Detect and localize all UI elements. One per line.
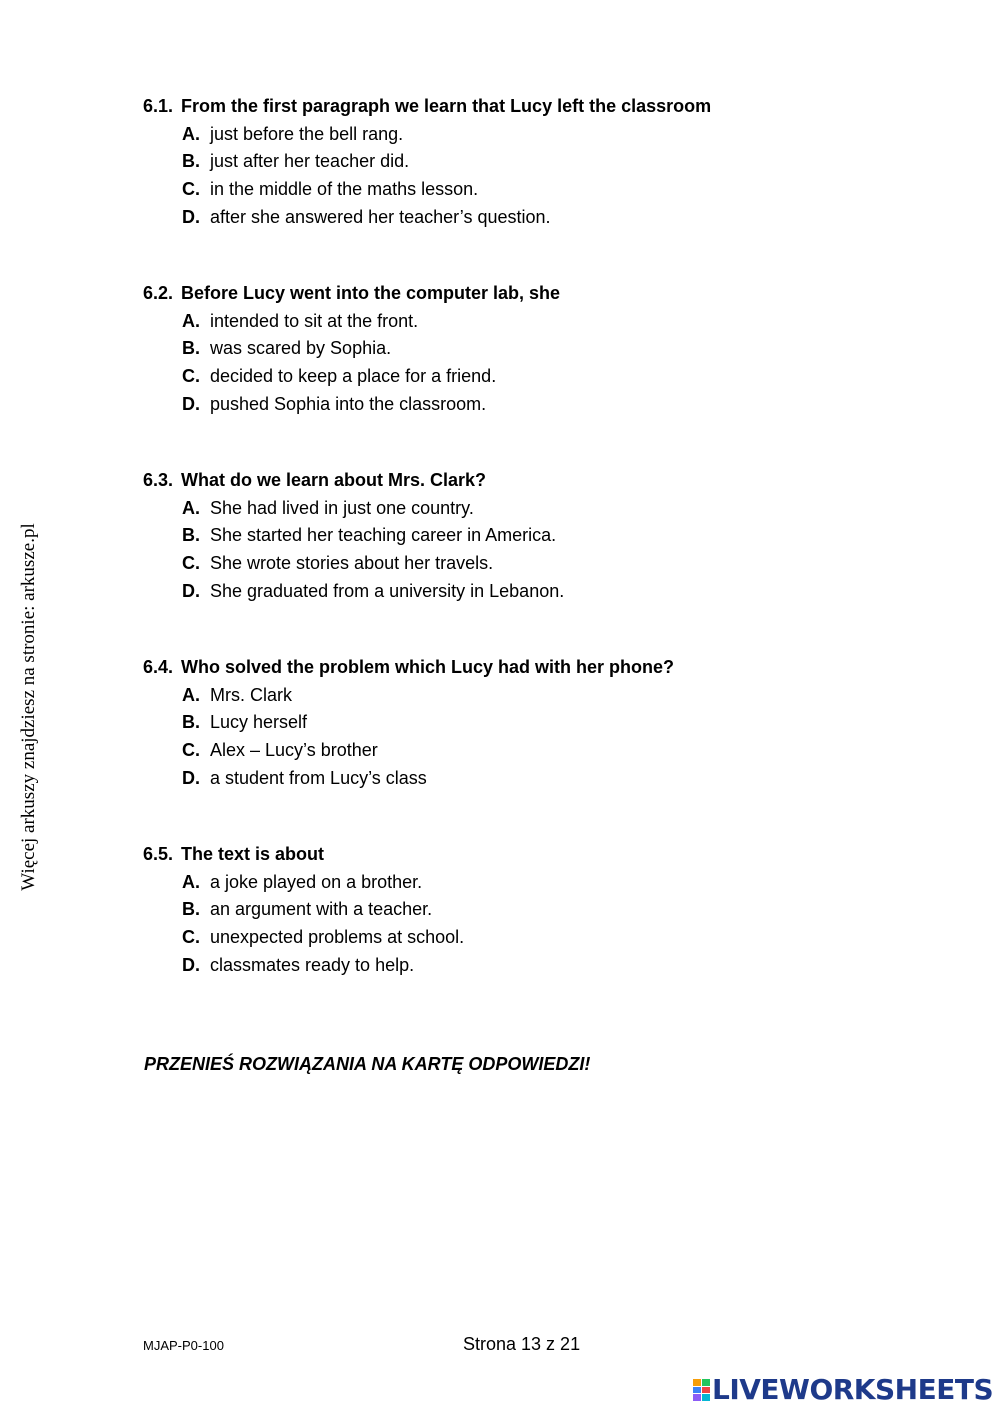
option-text: decided to keep a place for a friend. <box>210 365 497 386</box>
question-6-1 <box>143 96 711 234</box>
logo-block <box>702 1394 710 1401</box>
option-text: after she answered her teacher’s question. <box>210 206 551 227</box>
option-text: a joke played on a brother. <box>210 871 423 892</box>
question-stem <box>143 844 464 864</box>
option-c[interactable] <box>182 553 564 581</box>
option-letter: A. <box>182 871 200 892</box>
option-letter: C. <box>182 365 200 386</box>
page-number: Strona 13 z 21 <box>463 1334 581 1354</box>
option-b[interactable] <box>182 151 711 179</box>
option-letter: D. <box>182 580 200 601</box>
option-text: She graduated from a university in Lebanon. <box>210 580 565 601</box>
option-letter: C. <box>182 739 200 760</box>
question-text: From the first paragraph we learn that Lucy left the classroom <box>181 96 712 116</box>
option-a[interactable] <box>182 685 674 713</box>
logo-block <box>693 1379 701 1386</box>
option-a[interactable] <box>182 124 711 152</box>
question-number: 6.2. <box>143 283 174 303</box>
option-text: a student from Lucy’s class <box>210 767 427 788</box>
question-text: The text is about <box>181 844 325 864</box>
option-text: just before the bell rang. <box>210 123 404 144</box>
transfer-answers-notice: PRZENIEŚ ROZWIĄZANIA NA KARTĘ ODPOWIEDZI! <box>144 1054 591 1074</box>
option-a[interactable] <box>182 311 560 339</box>
option-c[interactable] <box>182 366 560 394</box>
option-d[interactable] <box>182 955 464 983</box>
option-b[interactable] <box>182 899 464 927</box>
option-c[interactable] <box>182 179 711 207</box>
option-c[interactable] <box>182 927 464 955</box>
option-text: pushed Sophia into the classroom. <box>210 393 487 414</box>
option-letter: A. <box>182 123 200 144</box>
option-letter: B. <box>182 712 200 733</box>
question-6-5 <box>143 844 464 982</box>
question-text: Before Lucy went into the computer lab, she <box>181 283 561 303</box>
question-stem <box>143 657 674 677</box>
option-letter: B. <box>182 151 200 172</box>
question-number: 6.1. <box>143 96 174 116</box>
option-b[interactable] <box>182 712 674 740</box>
logo-block <box>702 1387 710 1394</box>
option-text: an argument with a teacher. <box>210 899 433 920</box>
option-d[interactable] <box>182 581 564 609</box>
option-d[interactable] <box>182 394 560 422</box>
side-note: Więcej arkuszy znajdziesz na stronie: arkusze.pl <box>18 523 39 891</box>
question-number: 6.5. <box>143 844 174 864</box>
logo-block <box>693 1394 701 1401</box>
option-a[interactable] <box>182 872 464 900</box>
option-text: unexpected problems at school. <box>210 926 465 947</box>
option-d[interactable] <box>182 768 674 796</box>
option-text: Alex – Lucy’s brother <box>210 739 378 760</box>
question-6-2 <box>143 283 560 421</box>
option-letter: B. <box>182 899 200 920</box>
option-c[interactable] <box>182 740 674 768</box>
option-letter: C. <box>182 178 200 199</box>
option-text: Lucy herself <box>210 712 308 733</box>
logo-blocks-icon <box>693 1379 710 1401</box>
liveworksheets-logo[interactable] <box>693 1373 994 1406</box>
question-stem <box>143 96 711 116</box>
question-stem <box>143 283 560 303</box>
option-letter: C. <box>182 552 200 573</box>
option-text: classmates ready to help. <box>210 954 415 975</box>
logo-text: LIVEWORKSHEETS <box>712 1373 994 1406</box>
option-letter: D. <box>182 206 200 227</box>
option-text: She wrote stories about her travels. <box>210 552 494 573</box>
option-text: just after her teacher did. <box>210 151 410 172</box>
option-text: She started her teaching career in America. <box>210 525 557 546</box>
option-text: intended to sit at the front. <box>210 310 419 331</box>
option-text: Mrs. Clark <box>210 684 292 705</box>
option-letter: B. <box>182 338 200 359</box>
option-text: was scared by Sophia. <box>210 338 392 359</box>
option-text: in the middle of the maths lesson. <box>210 178 479 199</box>
option-d[interactable] <box>182 207 711 235</box>
option-b[interactable] <box>182 338 560 366</box>
question-number: 6.4. <box>143 657 174 677</box>
logo-block <box>693 1387 701 1394</box>
question-stem <box>143 470 564 490</box>
exam-code: MJAP-P0-100 <box>143 1338 224 1353</box>
option-letter: D. <box>182 767 200 788</box>
option-letter: A. <box>182 684 200 705</box>
question-text: Who solved the problem which Lucy had with her phone? <box>181 657 675 677</box>
question-6-3 <box>143 470 564 608</box>
logo-block <box>702 1379 710 1386</box>
option-letter: A. <box>182 310 200 331</box>
option-text: She had lived in just one country. <box>210 497 474 518</box>
option-letter: A. <box>182 497 200 518</box>
question-number: 6.3. <box>143 470 174 490</box>
option-a[interactable] <box>182 498 564 526</box>
option-letter: D. <box>182 393 200 414</box>
option-letter: C. <box>182 926 200 947</box>
option-b[interactable] <box>182 525 564 553</box>
option-letter: B. <box>182 525 200 546</box>
question-6-4 <box>143 657 674 795</box>
question-text: What do we learn about Mrs. Clark? <box>181 470 487 490</box>
option-letter: D. <box>182 954 200 975</box>
